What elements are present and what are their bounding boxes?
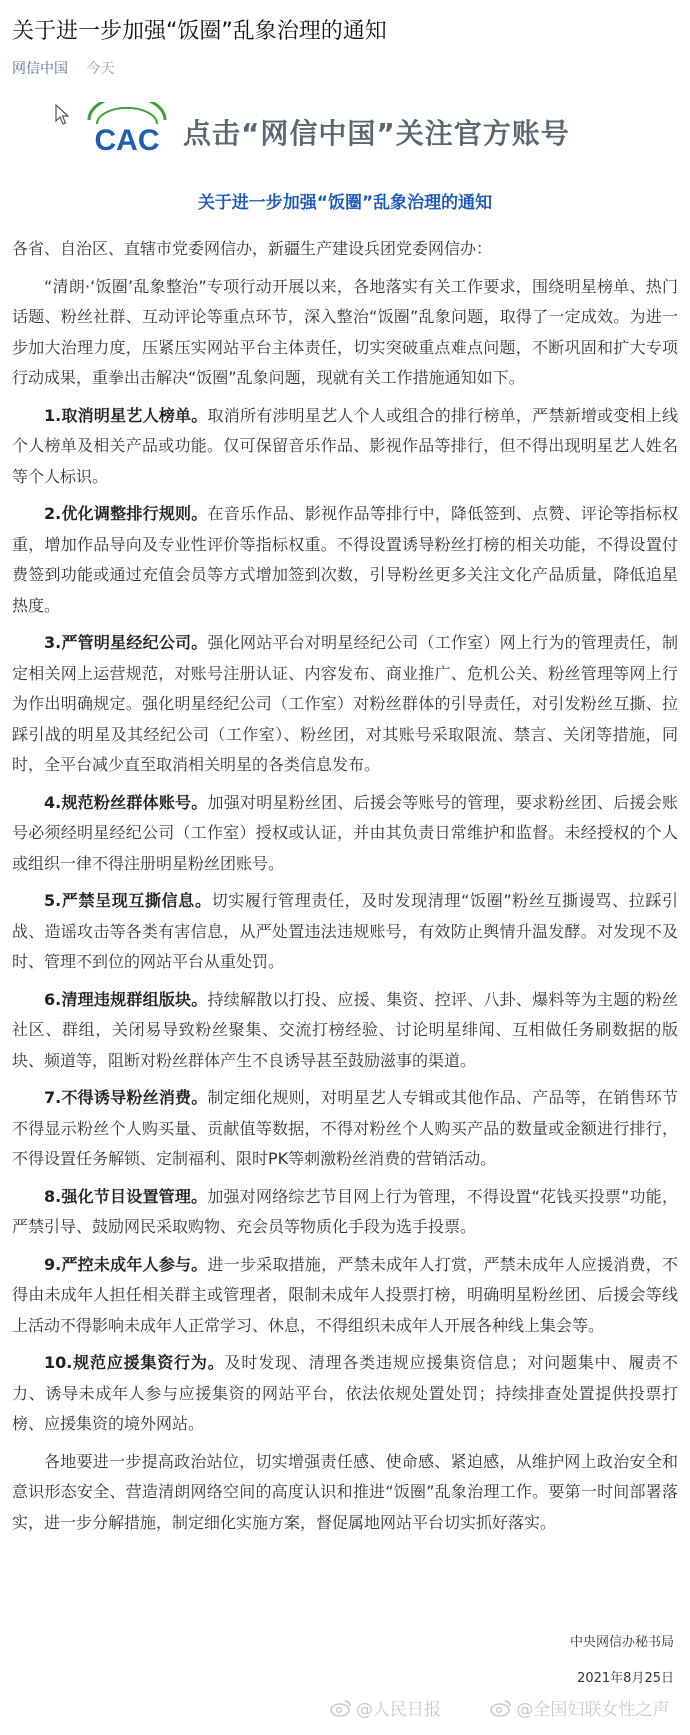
watermark-item [330,1695,463,1720]
measure-heading: 8.强化节目设置管理。 [44,1186,208,1206]
intro-paragraph: “清朗·‘饭圈’乱象整治”专项行动开展以来，各地落实有关工作要求，围绕明星榜单、热门话题、粉丝社群、互动评论等重点环节，深入整治“饭圈”乱象问题，取得了一定成效。为进一步加大治理力度，压紧压实网站平台主体责任，切实突破重点难点问题，不断巩固和扩大专项行动成果，重拳出击解决“饭圈”乱象问题，现就有关工作措施通知如下。 [12,276,678,387]
measure-text: 制定细化规则，对明星艺人专辑或其他作品、产品等，在销售环节不得显示粉丝个人购买量、贡献值等数据，不得对粉丝个人购买产品的数量或金额进行排行，不得设置任务解锁、定制福利、限时PK等刺激粉丝消费的营销活动。 [12,1088,678,1168]
measure-item [12,1182,678,1243]
weibo-icon [490,1699,512,1717]
notice-title: 关于进一步加强“饭圈”乱象治理的通知 [197,193,493,213]
measure-item [12,1250,678,1342]
measure-item [12,1348,678,1440]
closing-paragraph: 各地要进一步提高政治站位，切实增强责任感、使命感、紧迫感，从维护网上政治安全和意识形态安全、营造清朗网络空间的高度认识和推进“饭圈”乱象治理工作。要第一时间部署落实，进一步分解措施，制定细化实施方案，督促属地网站平台切实抓好落实。 [12,1451,678,1532]
measure-text: 进一步采取措施，严禁未成年人打赏，严禁未成年人应援消费，不得由未成年人担任相关群主或管理者，限制未成年人投票打榜，明确明星粉丝团、后援会等线上活动不得影响未成年人正常学习、休息，不得组织未成年人开展各种线上集会等。 [12,1254,678,1335]
notice-body [12,234,678,1545]
measure-text: 及时发现、清理各类违规应援集资信息；对问题集中、履责不力、诱导未成年人参与应援集资的网站平台，依法依规处置处罚；持续排查处置提供投票打榜、应援集资的境外网站。 [12,1353,678,1433]
measure-text: 取消所有涉明星艺人个人或组合的排行榜单，严禁新增或变相上线个人榜单及相关产品或功能。仅可保留音乐作品、影视作品等排行，但不得出现明星艺人姓名等个人标识。 [12,405,678,486]
measure-heading: 2.优化调整排行规则。 [44,504,208,523]
measure-item [12,628,678,781]
weibo-icon [330,1699,352,1717]
measure-item [12,1083,678,1175]
measure-heading: 9.严控未成年人参与。 [44,1254,208,1274]
measure-text: 持续解散以打投、应援、集资、控评、八卦、爆料等为主题的粉丝社区、群组，关闭易导致粉丝聚集、交流打榜经验、讨论明星绯闻、互相做任务刷数据的版块、频道等，阻断对粉丝群体产生不良诱导甚至鼓励滋事的渠道。 [12,989,678,1070]
measure-heading: 7.不得诱导粉丝消费。 [44,1088,208,1107]
publish-time: 今天 [86,61,115,77]
watermark-account: @人民日报 [356,1700,441,1720]
measure-text: 切实履行管理责任，及时发现清理“饭圈”粉丝互撕谩骂、拉踩引战、造谣攻击等各类有害信息，从严处置违法违规账号，有效防止舆情升温发酵。对发现不及时、管理不到位的网站平台从重处罚。 [12,891,678,971]
measure-item [12,985,678,1077]
measure-item [12,499,678,621]
measure-heading: 4.规范粉丝群体账号。 [44,792,208,812]
signature-date: 2021年8月25日 [577,1671,674,1686]
cac-logo-text: CAC [94,124,160,157]
cursor-icon [55,104,69,126]
measure-text: 加强对网络综艺节目网上行为管理，不得设置“花钱买投票”功能，严禁引导、鼓励网民采取购物、充会员等物质化手段为选手投票。 [12,1186,678,1236]
measure-text: 加强对明星粉丝团、后援会等账号的管理，要求粉丝团、后援会账号必须经明星经纪公司（工作室）授权或认证，并由其负责日常维护和监督。未经授权的个人或组织一律不得注册明星粉丝团账号。 [12,792,678,873]
watermark-account: @全国妇联女性之声 [516,1700,670,1720]
signature-block [570,1625,674,1697]
article-meta [12,58,114,78]
follow-banner[interactable] [55,100,655,160]
measure-item [12,886,678,978]
banner-text: 点击“网信中国”关注官方账号 [183,117,570,150]
measure-text: 在音乐作品、影视作品等排行中，降低签到、点赞、评论等指标权重，增加作品导向及专业性评价等指标权重。不得设置诱导粉丝打榜的相关功能，不得设置付费签到功能或通过充值会员等方式增加签到次数，引导粉丝更多关注文化产品质量，降低追星热度。 [12,504,678,615]
measure-heading: 3.严管明星经纪公司。 [44,633,208,652]
article-title: 关于进一步加强“饭圈”乱象治理的通知 [12,19,387,44]
measure-item [12,401,678,493]
measure-heading: 5.严禁呈现互撕信息。 [44,891,212,910]
measure-heading: 1.取消明星艺人榜单。 [44,405,208,425]
signature-org: 中央网信办秘书局 [569,1635,674,1650]
salutation: 各省、自治区、直辖市党委网信办，新疆生产建设兵团党委网信办： [12,239,493,258]
weibo-watermark [330,1695,686,1729]
measure-heading: 10.规范应援集资行为。 [44,1353,225,1372]
measure-item [12,788,678,880]
measure-heading: 6.清理违规群组版块。 [44,989,208,1009]
cac-logo-icon [79,102,175,158]
account-name-link[interactable]: 网信中国 [12,61,68,77]
measure-text: 强化网站平台对明星经纪公司（工作室）网上行为的管理责任，制定相关网上运营规范，对账号注册认证、内容发布、商业推广、危机公关、粉丝管理等网上行为作出明确规定。强化明星经纪公司（工作室）对粉丝群体的引导责任，对引发粉丝互撕、拉踩引战的明星及其经纪公司（工作室）、粉丝团，对其账号采取限流、禁言、关闭等措施，同时，全平台减少直至取消相关明星的各类信息发布。 [12,633,678,774]
watermark-item [490,1695,690,1720]
